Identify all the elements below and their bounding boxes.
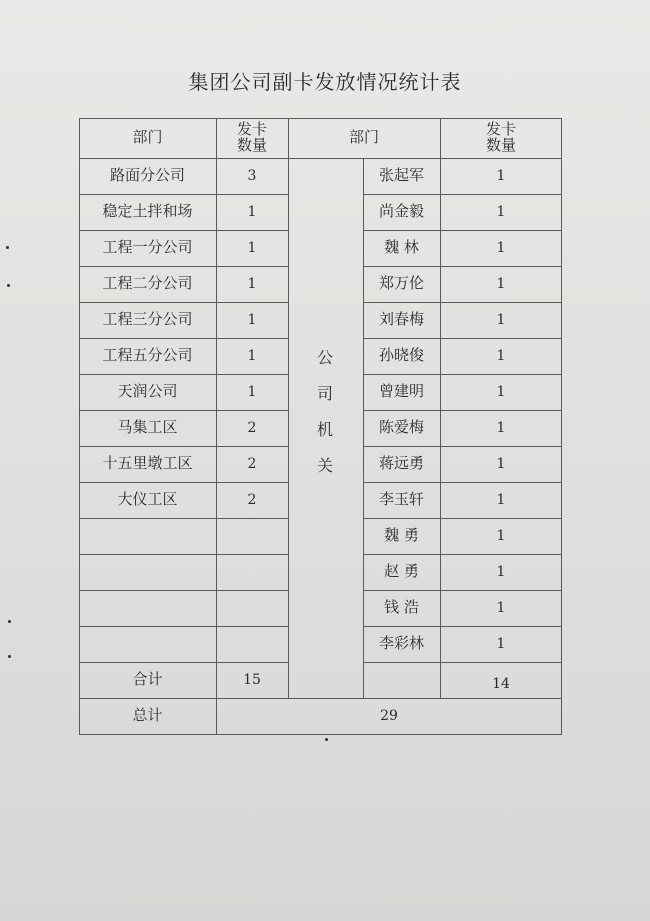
subtotal-label: 合计 bbox=[132, 670, 163, 689]
table-border-top bbox=[79, 118, 562, 119]
right-qty-cell: 1 bbox=[496, 275, 506, 292]
subtotal-left-value: 15 bbox=[243, 671, 261, 688]
right-qty-cell: 1 bbox=[496, 311, 506, 328]
scan-speck bbox=[8, 655, 11, 658]
left-dept-cell: 天润公司 bbox=[117, 382, 178, 401]
right-qty-cell: 1 bbox=[496, 599, 506, 616]
left-dept-cell bbox=[79, 518, 216, 554]
right-name-cell: 魏 林 bbox=[384, 238, 419, 257]
left-dept-cell: 马集工区 bbox=[117, 418, 178, 437]
header-qty-right-line2: 数量 bbox=[485, 136, 516, 154]
subtotal-right-value: 14 bbox=[492, 675, 510, 692]
left-dept-cell bbox=[79, 626, 216, 662]
right-name-cell: 张起军 bbox=[378, 166, 424, 185]
left-dept-cell: 路面分公司 bbox=[109, 166, 185, 185]
right-name-cell: 陈爱梅 bbox=[378, 418, 424, 437]
left-qty-cell: 1 bbox=[247, 239, 257, 256]
total-label: 总计 bbox=[132, 706, 163, 725]
scan-speck bbox=[7, 284, 10, 287]
right-name-cell: 曾建明 bbox=[378, 382, 424, 401]
group-label-char: 机 bbox=[316, 420, 333, 439]
header-dept-right: 部门 bbox=[348, 128, 379, 147]
left-qty-cell: 3 bbox=[247, 167, 257, 184]
right-name-cell: 赵 勇 bbox=[384, 562, 419, 581]
left-dept-cell: 大仪工区 bbox=[117, 490, 178, 509]
left-qty-cell bbox=[216, 554, 288, 590]
right-name-cell: 郑万伦 bbox=[378, 274, 424, 293]
left-qty-cell bbox=[216, 590, 288, 626]
right-qty-cell: 1 bbox=[496, 347, 506, 364]
right-name-cell: 魏 勇 bbox=[384, 526, 419, 545]
left-dept-cell: 工程三分公司 bbox=[102, 310, 193, 329]
left-qty-cell: 1 bbox=[247, 383, 257, 400]
header-qty-right bbox=[440, 118, 562, 158]
left-qty-cell: 2 bbox=[247, 419, 257, 436]
left-dept-cell: 稳定土拌和场 bbox=[102, 202, 193, 221]
right-qty-cell: 1 bbox=[496, 167, 506, 184]
scan-speck bbox=[6, 246, 9, 249]
left-dept-cell bbox=[79, 590, 216, 626]
left-dept-cell: 工程五分公司 bbox=[102, 346, 193, 365]
table-border-bottom bbox=[79, 734, 562, 735]
left-qty-cell: 2 bbox=[247, 455, 257, 472]
left-qty-cell: 1 bbox=[247, 275, 257, 292]
left-dept-cell bbox=[79, 554, 216, 590]
right-qty-cell: 1 bbox=[496, 203, 506, 220]
group-label-char: 关 bbox=[316, 456, 333, 475]
right-qty-cell: 1 bbox=[496, 455, 506, 472]
total-value: 29 bbox=[380, 707, 398, 724]
row-divider-right bbox=[363, 662, 562, 663]
right-name-cell: 李彩林 bbox=[378, 634, 424, 653]
right-qty-cell: 1 bbox=[496, 635, 506, 652]
right-name-cell: 尚金毅 bbox=[378, 202, 424, 221]
left-qty-cell: 1 bbox=[247, 311, 257, 328]
left-qty-cell: 1 bbox=[247, 203, 257, 220]
left-dept-cell: 十五里墩工区 bbox=[102, 454, 193, 473]
header-qty-left bbox=[216, 118, 288, 158]
right-qty-cell: 1 bbox=[496, 419, 506, 436]
page-title: 集团公司副卡发放情况统计表 bbox=[188, 70, 462, 94]
right-name-cell: 蒋远勇 bbox=[378, 454, 424, 473]
right-qty-cell: 1 bbox=[496, 239, 506, 256]
left-qty-cell bbox=[216, 518, 288, 554]
group-label-char: 公 bbox=[316, 348, 333, 367]
right-qty-cell: 1 bbox=[496, 491, 506, 508]
header-qty-right-line1: 发卡 bbox=[485, 120, 516, 139]
right-qty-cell: 1 bbox=[496, 383, 506, 400]
header-qty-left-line1: 发卡 bbox=[236, 120, 267, 139]
right-qty-cell: 1 bbox=[496, 527, 506, 544]
group-label-company-office bbox=[288, 340, 362, 484]
right-name-cell: 刘春梅 bbox=[378, 310, 424, 329]
left-qty-cell bbox=[216, 626, 288, 662]
left-dept-cell: 工程一分公司 bbox=[102, 238, 193, 257]
header-qty-left-line2: 数量 bbox=[236, 136, 267, 154]
right-name-cell: 李玉轩 bbox=[378, 490, 424, 509]
left-dept-cell: 工程二分公司 bbox=[102, 274, 193, 293]
right-name-cell: 钱 浩 bbox=[384, 598, 419, 617]
left-qty-cell: 2 bbox=[247, 491, 257, 508]
scan-speck bbox=[325, 738, 328, 741]
right-name-cell: 孙晓俊 bbox=[378, 346, 424, 365]
right-qty-cell: 1 bbox=[496, 563, 506, 580]
left-qty-cell: 1 bbox=[247, 347, 257, 364]
scan-speck bbox=[8, 620, 11, 623]
header-dept-left: 部门 bbox=[132, 128, 163, 147]
group-label-char: 司 bbox=[316, 384, 333, 403]
